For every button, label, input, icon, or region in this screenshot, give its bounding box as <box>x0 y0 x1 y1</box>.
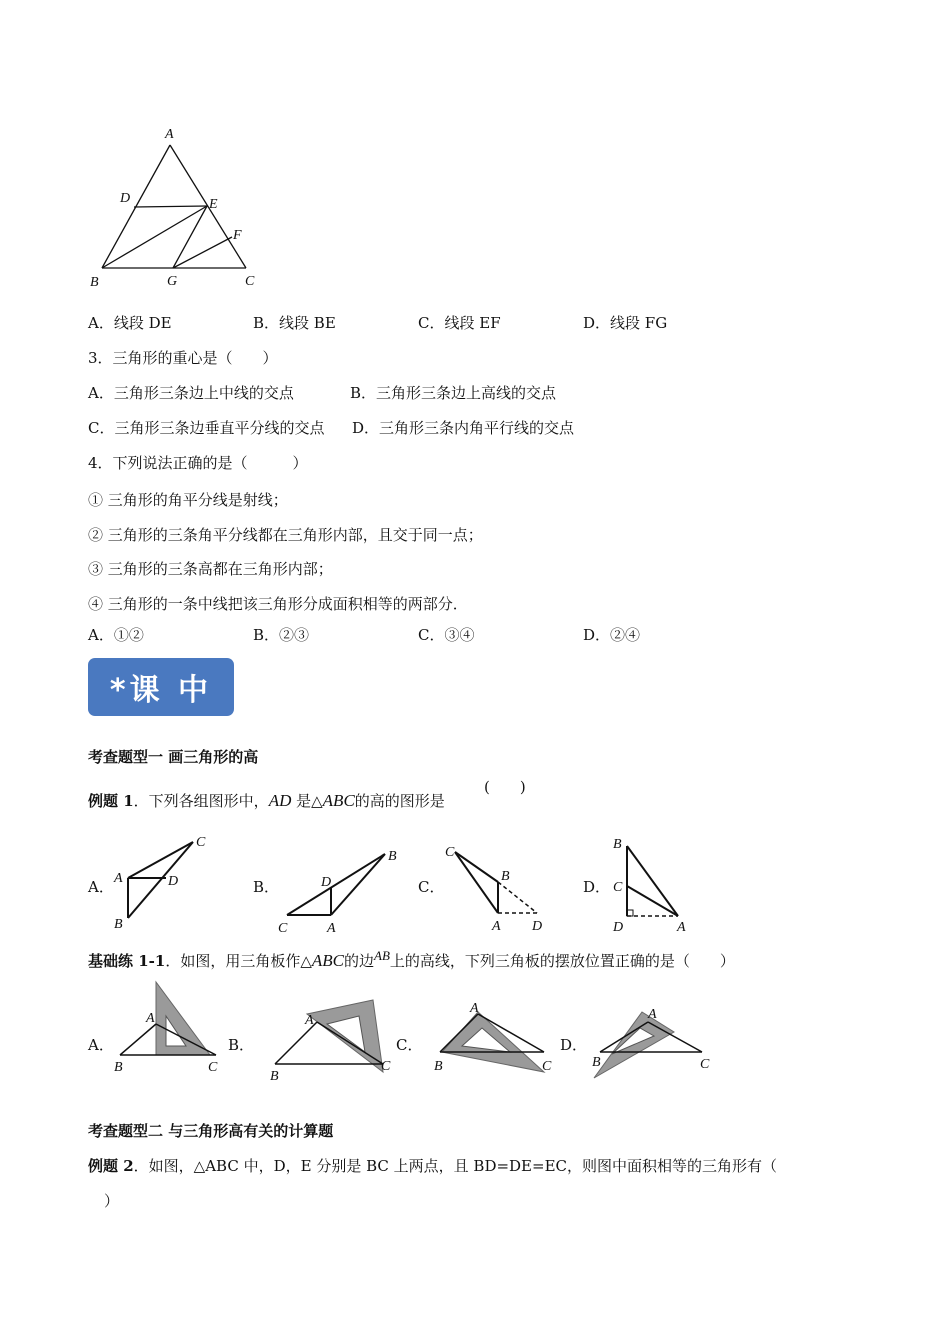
svg-text:B: B <box>114 1060 123 1075</box>
label-A: A <box>165 127 174 142</box>
q2-option-b[interactable]: B．线段 BE <box>253 314 336 332</box>
example1-paren: ( ) <box>484 778 526 796</box>
example1-text-mid: 是△ <box>291 792 323 810</box>
svg-text:D: D <box>532 919 543 934</box>
figure-triangle-defg <box>85 120 275 300</box>
section1-title: 考查题型一 画三角形的高 <box>88 748 259 766</box>
svg-text:A: A <box>492 919 501 934</box>
label-F: F <box>233 228 242 243</box>
svg-text:A: A <box>146 1011 155 1026</box>
svg-text:B: B <box>434 1059 443 1074</box>
q4-statement-2: ② 三角形的三条角平分线都在三角形内部，且交于同一点； <box>88 526 483 544</box>
drill-option-d[interactable]: D． <box>560 1036 588 1054</box>
svg-text:C: C <box>700 1057 710 1072</box>
drill-stem <box>88 950 735 971</box>
label-D: D <box>120 191 131 206</box>
example1-option-c[interactable]: C． <box>418 878 445 896</box>
example1-figure-d <box>605 832 700 935</box>
section2-title: 考查题型二 与三角形高有关的计算题 <box>88 1122 334 1140</box>
svg-text:D: D <box>613 920 624 935</box>
svg-text:C: C <box>613 880 623 895</box>
svg-text:B: B <box>270 1069 279 1082</box>
q4-statement-3: ③ 三角形的三条高都在三角形内部； <box>88 560 333 578</box>
svg-text:C: C <box>196 835 206 850</box>
svg-text:B: B <box>592 1055 601 1070</box>
example2-text-cont: ） <box>104 1192 120 1210</box>
q3-option-c[interactable]: C．三角形三条边垂直平分线的交点 <box>88 419 325 437</box>
svg-text:C: C <box>381 1059 391 1074</box>
example1-label: 例题 1 <box>88 792 134 810</box>
label-B: B <box>90 275 99 290</box>
drill-figure-b <box>265 992 400 1082</box>
drill-text-mid: 的边 <box>343 952 374 970</box>
q3-option-a[interactable]: A．三角形三条边上中线的交点 <box>88 384 294 402</box>
drill-figure-a <box>110 978 230 1078</box>
label-E: E <box>209 197 218 212</box>
q4-option-c[interactable]: C．③④ <box>418 626 475 644</box>
svg-text:B: B <box>114 917 123 932</box>
drill-figure-d <box>590 1002 715 1082</box>
q4-statement-1: ① 三角形的角平分线是射线； <box>88 491 288 509</box>
q4-option-b[interactable]: B．②③ <box>253 626 310 644</box>
svg-text:A: A <box>114 871 123 886</box>
drill-option-b[interactable]: B． <box>228 1036 255 1054</box>
svg-text:B: B <box>613 837 622 852</box>
label-G: G <box>167 274 178 289</box>
svg-text:B: B <box>501 869 510 884</box>
example1-figure-c <box>440 840 550 935</box>
example1-text-before: ．下列各组图形中， <box>133 792 269 810</box>
q4-stem: 4．下列说法正确的是（ ） <box>88 454 308 472</box>
example2-label: 例题 2 <box>88 1157 134 1175</box>
q4-option-a[interactable]: A．①② <box>88 626 144 644</box>
drill-ab: AB <box>374 948 390 963</box>
example1-option-a[interactable]: A． <box>88 878 114 896</box>
svg-text:A: A <box>470 1001 479 1016</box>
q3-option-d[interactable]: D．三角形三条内角平行线的交点 <box>352 419 575 437</box>
q2-option-c[interactable]: C．线段 EF <box>418 314 501 332</box>
q3-stem: 3．三角形的重心是（ ） <box>88 349 278 367</box>
example1-figure-b <box>275 840 405 935</box>
example1-stem <box>88 790 445 811</box>
drill-option-a[interactable]: A． <box>88 1036 114 1054</box>
q2-option-d[interactable]: D．线段 FG <box>583 314 668 332</box>
svg-text:A: A <box>648 1007 657 1022</box>
q4-option-d[interactable]: D．②④ <box>583 626 641 644</box>
example1-abc: ABC <box>322 791 355 810</box>
example1-option-b[interactable]: B． <box>253 878 280 896</box>
svg-text:C: C <box>208 1060 218 1075</box>
svg-text:C: C <box>445 845 455 860</box>
example1-option-d[interactable]: D． <box>583 878 611 896</box>
svg-text:A: A <box>327 921 336 935</box>
example1-ad: AD <box>268 791 292 810</box>
example2-stem <box>88 1155 777 1176</box>
example1-text-after: 的高的图形是 <box>354 792 445 810</box>
svg-text:D: D <box>321 875 332 890</box>
drill-text-after: 上的高线，下列三角板的摆放位置正确的是（ ） <box>389 952 735 970</box>
drill-label: 基础练 1-1 <box>88 952 166 970</box>
svg-text:B: B <box>388 849 397 864</box>
svg-text:C: C <box>278 921 288 935</box>
svg-text:C: C <box>542 1059 552 1074</box>
drill-option-c[interactable]: C． <box>396 1036 423 1054</box>
example1-figure-a <box>108 830 218 935</box>
q3-option-b[interactable]: B．三角形三条边上高线的交点 <box>350 384 557 402</box>
q4-statement-4: ④ 三角形的一条中线把该三角形分成面积相等的两部分． <box>88 595 468 613</box>
svg-text:A: A <box>677 920 686 935</box>
svg-text:A: A <box>305 1013 314 1028</box>
q2-option-a[interactable]: A．线段 DE <box>88 314 172 332</box>
section-banner: *课 中 <box>88 658 234 716</box>
label-C: C <box>245 274 255 289</box>
drill-abc: ABC <box>311 951 344 970</box>
svg-text:D: D <box>168 874 179 889</box>
drill-figure-c <box>432 996 557 1080</box>
drill-text-before: ．如图，用三角板作△ <box>165 952 312 970</box>
example2-text: ．如图，△ABC 中，D，E 分别是 BC 上两点，且 BD=DE=EC，则图中面积相等的三角形有（ <box>133 1157 778 1175</box>
